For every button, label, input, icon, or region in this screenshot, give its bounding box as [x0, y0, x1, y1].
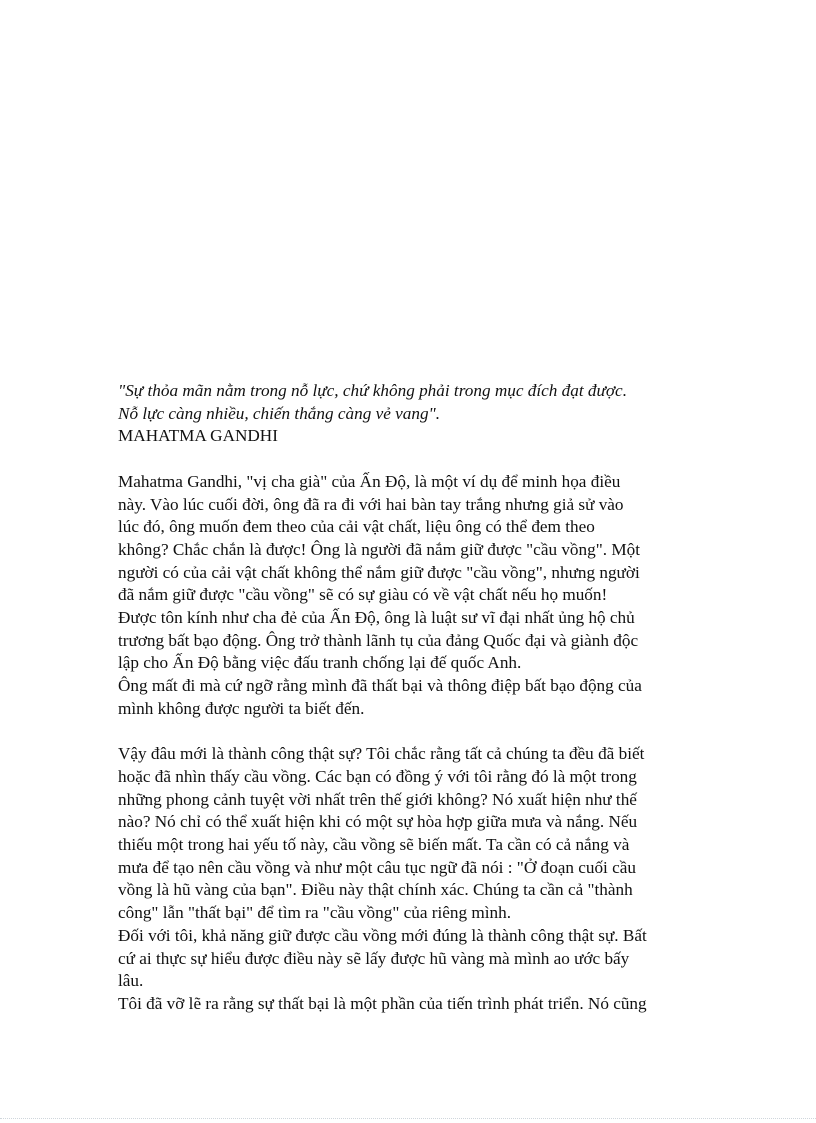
quote-line: "Sự thỏa mãn nằm trong nỗ lực, chứ không phải trong mục đích đạt được.	[118, 381, 627, 400]
quote-author: MAHATMA GANDHI	[118, 426, 278, 446]
text-line: mình không được người ta biết đến.	[118, 698, 365, 718]
quote-line: Nỗ lực càng nhiều, chiến thắng càng vẻ vang".	[118, 403, 441, 423]
text-line: đã nắm giữ được "cầu vồng" sẽ có sự giàu có về vật chất nếu họ muốn!	[118, 585, 608, 605]
text-line: lúc đó, ông muốn đem theo của cải vật chất, liệu ông có thể đem theo	[118, 517, 595, 537]
text-line: trương bất bạo động. Ông trở thành lãnh tụ của đảng Quốc đại và giành độc	[118, 630, 639, 650]
text-line: Vậy đâu mới là thành công thật sự? Tôi chắc rằng tất cả chúng ta đều đã biết	[118, 744, 645, 764]
text-line: những phong cảnh tuyệt vời nhất trên thế giới không? Nó xuất hiện như thế	[118, 789, 637, 809]
paragraph-rainbow	[118, 743, 703, 1015]
text-line: cứ ai thực sự hiểu được điều này sẽ lấy được hũ vàng mà mình ao ước bấy	[118, 948, 630, 968]
document-body	[118, 380, 703, 1016]
paragraph-spacer	[118, 721, 703, 744]
epigraph	[118, 380, 703, 448]
text-line: mưa để tạo nên cầu vồng và như một câu tục ngữ đã nói : "Ở đoạn cuối cầu	[118, 857, 636, 877]
paragraph-spacer	[118, 448, 703, 471]
text-line: Tôi đã vỡ lẽ ra rằng sự thất bại là một phần của tiến trình phát triển. Nó cũng	[118, 993, 647, 1013]
text-line: Được tôn kính như cha đẻ của Ấn Độ, ông là luật sư vĩ đại nhất ủng hộ chủ	[118, 608, 635, 628]
text-line: này. Vào lúc cuối đời, ông đã ra đi với hai bàn tay trắng nhưng giả sử vào	[118, 494, 624, 514]
text-line: hoặc đã nhìn thấy cầu vồng. Các bạn có đồng ý với tôi rằng đó là một trong	[118, 766, 637, 786]
page-bottom-divider	[0, 1118, 816, 1119]
text-line: lập cho Ấn Độ bằng việc đấu tranh chống lại đế quốc Anh.	[118, 653, 522, 673]
text-line: Đối với tôi, khả năng giữ được cầu vồng mới đúng là thành công thật sự. Bất	[118, 925, 647, 945]
paragraph-gandhi	[118, 471, 703, 721]
text-line: người có của cải vật chất không thể nắm giữ được "cầu vồng", nhưng người	[118, 562, 640, 582]
text-line: nào? Nó chỉ có thể xuất hiện khi có một sự hòa hợp giữa mưa và nắng. Nếu	[118, 812, 638, 832]
text-line: không? Chắc chắn là được! Ông là người đã nắm giữ được "cầu vồng". Một	[118, 539, 640, 559]
text-line: thiếu một trong hai yếu tố này, cầu vồng sẽ biến mất. Ta cần có cả nắng và	[118, 835, 630, 855]
text-line: công" lẫn "thất bại" để tìm ra "cầu vồng" của riêng mình.	[118, 903, 512, 923]
text-line: vồng là hũ vàng của bạn". Điều này thật chính xác. Chúng ta cần cả "thành	[118, 880, 633, 900]
text-line: Ông mất đi mà cứ ngỡ rằng mình đã thất bại và thông điệp bất bạo động của	[118, 676, 642, 696]
text-line: Mahatma Gandhi, "vị cha già" của Ấn Độ, là một ví dụ để minh họa điều	[118, 471, 621, 491]
text-line: lâu.	[118, 971, 144, 991]
